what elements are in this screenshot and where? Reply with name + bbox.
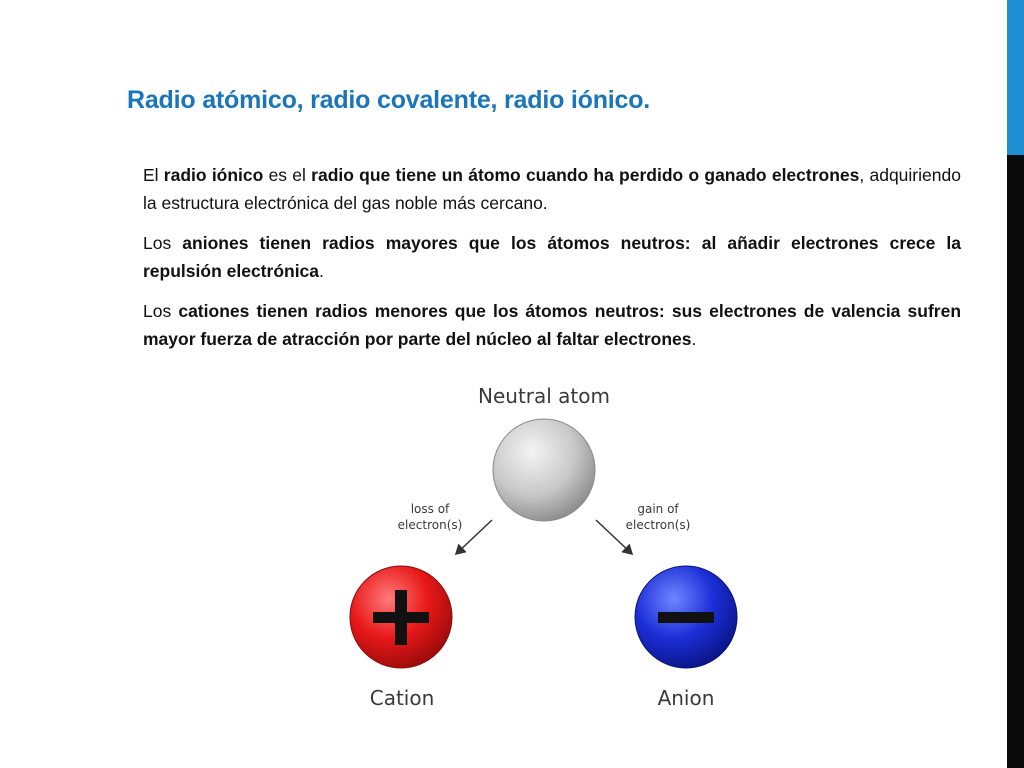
slide-title: Radio atómico, radio covalente, radio iónico. bbox=[127, 86, 651, 114]
text-run: Los bbox=[143, 233, 183, 253]
text-run: , adquiriendo la estructura electrónica del gas noble más cercano. bbox=[143, 165, 961, 213]
loss-label-line1: loss of bbox=[410, 502, 450, 516]
bold-run: radio que tiene un átomo cuando ha perdido o ganado electrones bbox=[311, 165, 860, 185]
accent-bar-black bbox=[1007, 155, 1024, 768]
text-run: . bbox=[691, 328, 697, 349]
gain-label-line1: gain of bbox=[637, 502, 679, 516]
body-text bbox=[143, 162, 961, 366]
gain-label-line2: electron(s) bbox=[625, 518, 691, 532]
paragraph-ionic-radius bbox=[143, 162, 961, 217]
paragraph-cations bbox=[143, 298, 961, 353]
text-run: es el bbox=[263, 165, 312, 185]
neutral-atom-sphere bbox=[493, 419, 595, 521]
accent-bar-blue bbox=[1007, 0, 1024, 155]
anion-label: Anion bbox=[657, 686, 715, 710]
cation-label: Cation bbox=[369, 686, 435, 710]
minus-icon bbox=[658, 612, 714, 623]
bold-run: radio iónico bbox=[163, 165, 264, 185]
text-run: El bbox=[143, 165, 164, 185]
text-run: Los bbox=[143, 301, 179, 321]
ion-formation-diagram bbox=[340, 372, 760, 722]
text-run: . bbox=[319, 260, 324, 281]
bold-run: cationes tienen radios menores que los átomos neutros: sus electrones de valencia sufren mayor fuerza de atracción por parte del núcleo al faltar electrones bbox=[143, 301, 962, 349]
paragraph-anions bbox=[143, 230, 961, 285]
bold-run: aniones tienen radios mayores que los átomos neutros: al añadir electrones crece la repulsión electrónica bbox=[143, 233, 961, 281]
loss-label-line2: electron(s) bbox=[397, 518, 463, 532]
neutral-atom-label: Neutral atom bbox=[478, 384, 610, 408]
